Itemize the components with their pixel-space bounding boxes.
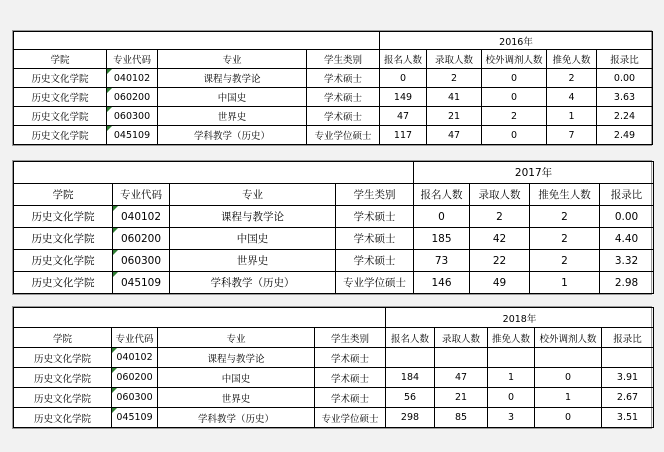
cell: 学术硕士 [315,388,386,408]
year-label: 2018年 [386,308,654,328]
cell: 0 [380,69,427,88]
year-label: 2016年 [380,32,653,50]
cell: 课程与教学论 [170,206,336,228]
cell: 学术硕士 [307,88,380,107]
cell: 1 [488,368,535,388]
cell: 2.49 [597,126,653,145]
table-row [14,272,654,294]
cell: 040102 [112,348,158,368]
cell: 历史文化学院 [14,272,113,294]
cell: 2.24 [597,107,653,126]
cell: 2.67 [602,388,654,408]
year-label: 2017年 [414,162,654,184]
cell: 2 [530,250,600,272]
cell: 0.00 [600,206,654,228]
cell: 历史文化学院 [14,69,107,88]
table-row [14,250,654,272]
cell: 47 [380,107,427,126]
cell: 42 [470,228,530,250]
col-header: 报录比 [600,184,654,206]
table-row [14,107,653,126]
cell: 045109 [112,408,158,428]
table-row [14,348,654,368]
cell: 2 [530,206,600,228]
cell: 7 [547,126,597,145]
cell: 1 [535,388,602,408]
cell: 学科教学（历史） [158,126,307,145]
col-header: 报名人数 [386,328,435,348]
cell: 0.00 [597,69,653,88]
col-header: 报录比 [597,50,653,69]
cell: 世界史 [170,250,336,272]
cell: 045109 [107,126,158,145]
cell [488,348,535,368]
col-header: 学院 [14,184,113,206]
cell: 世界史 [158,388,315,408]
cell: 学术硕士 [307,107,380,126]
cell: 0 [535,368,602,388]
cell: 3.91 [602,368,654,388]
col-header: 校外调剂人数 [482,50,547,69]
admissions-table-2018 [13,307,654,428]
cell: 历史文化学院 [14,126,107,145]
admissions-table-2016 [13,31,653,145]
header-blank [14,32,380,50]
admissions-table-2017 [13,161,654,294]
cell: 4.40 [600,228,654,250]
col-header: 推免人数 [488,328,535,348]
col-header: 专业代码 [113,184,170,206]
cell: 学术硕士 [336,228,414,250]
table-row [14,69,653,88]
cell: 47 [435,368,488,388]
cell: 0 [482,126,547,145]
cell: 21 [427,107,482,126]
cell: 2 [427,69,482,88]
cell: 学术硕士 [336,206,414,228]
cell: 中国史 [158,368,315,388]
cell [602,348,654,368]
cell: 3.32 [600,250,654,272]
cell [535,348,602,368]
cell: 3.63 [597,88,653,107]
cell: 课程与教学论 [158,348,315,368]
cell: 历史文化学院 [14,250,113,272]
cell: 85 [435,408,488,428]
table-row [14,388,654,408]
col-header: 专业 [158,328,315,348]
cell: 060300 [113,250,170,272]
cell: 中国史 [158,88,307,107]
cell: 060300 [112,388,158,408]
cell: 184 [386,368,435,388]
cell: 185 [414,228,470,250]
table-2017 [12,160,652,295]
cell: 3.51 [602,408,654,428]
col-header: 报录比 [602,328,654,348]
cell: 学术硕士 [336,250,414,272]
col-header: 推免生人数 [530,184,600,206]
col-header: 专业 [170,184,336,206]
cell: 中国史 [170,228,336,250]
cell: 4 [547,88,597,107]
table-2016 [12,30,652,146]
table-row [14,368,654,388]
cell: 47 [427,126,482,145]
table-row [14,88,653,107]
header-blank [14,308,386,328]
cell: 历史文化学院 [14,348,112,368]
cell: 世界史 [158,107,307,126]
col-header: 学院 [14,328,112,348]
cell: 2 [547,69,597,88]
cell: 0 [482,69,547,88]
cell: 060200 [107,88,158,107]
cell: 060200 [113,228,170,250]
cell: 0 [488,388,535,408]
table-2018 [12,306,652,429]
cell: 学术硕士 [315,368,386,388]
cell: 0 [482,88,547,107]
cell: 历史文化学院 [14,88,107,107]
cell: 2 [530,228,600,250]
cell: 专业学位硕士 [336,272,414,294]
cell: 2.98 [600,272,654,294]
col-header: 推免人数 [547,50,597,69]
cell: 1 [530,272,600,294]
cell: 117 [380,126,427,145]
cell: 73 [414,250,470,272]
col-header: 学院 [14,50,107,69]
cell: 0 [414,206,470,228]
col-header: 学生类别 [336,184,414,206]
col-header: 报名人数 [380,50,427,69]
cell [435,348,488,368]
col-header: 校外调剂人数 [535,328,602,348]
cell: 21 [435,388,488,408]
cell: 历史文化学院 [14,368,112,388]
cell: 56 [386,388,435,408]
col-header: 学生类别 [315,328,386,348]
cell: 040102 [107,69,158,88]
table-row [14,228,654,250]
cell: 学科教学（历史） [158,408,315,428]
col-header: 专业代码 [112,328,158,348]
cell: 历史文化学院 [14,408,112,428]
cell: 22 [470,250,530,272]
cell: 149 [380,88,427,107]
table-row [14,126,653,145]
cell: 2 [482,107,547,126]
cell: 298 [386,408,435,428]
col-header: 专业代码 [107,50,158,69]
cell: 历史文化学院 [14,388,112,408]
col-header: 录取人数 [435,328,488,348]
cell: 3 [488,408,535,428]
cell: 历史文化学院 [14,107,107,126]
cell: 历史文化学院 [14,206,113,228]
cell: 学科教学（历史） [170,272,336,294]
col-header: 报名人数 [414,184,470,206]
cell: 045109 [113,272,170,294]
cell: 060200 [112,368,158,388]
col-header: 录取人数 [427,50,482,69]
cell: 专业学位硕士 [307,126,380,145]
header-blank [14,162,414,184]
cell: 课程与教学论 [158,69,307,88]
col-header: 录取人数 [470,184,530,206]
table-row [14,408,654,428]
col-header: 学生类别 [307,50,380,69]
cell: 1 [547,107,597,126]
cell: 0 [535,408,602,428]
cell: 学术硕士 [315,348,386,368]
cell: 49 [470,272,530,294]
cell: 2 [470,206,530,228]
col-header: 专业 [158,50,307,69]
cell: 040102 [113,206,170,228]
cell [386,348,435,368]
cell: 41 [427,88,482,107]
cell: 专业学位硕士 [315,408,386,428]
cell: 146 [414,272,470,294]
cell: 学术硕士 [307,69,380,88]
cell: 历史文化学院 [14,228,113,250]
table-row [14,206,654,228]
cell: 060300 [107,107,158,126]
